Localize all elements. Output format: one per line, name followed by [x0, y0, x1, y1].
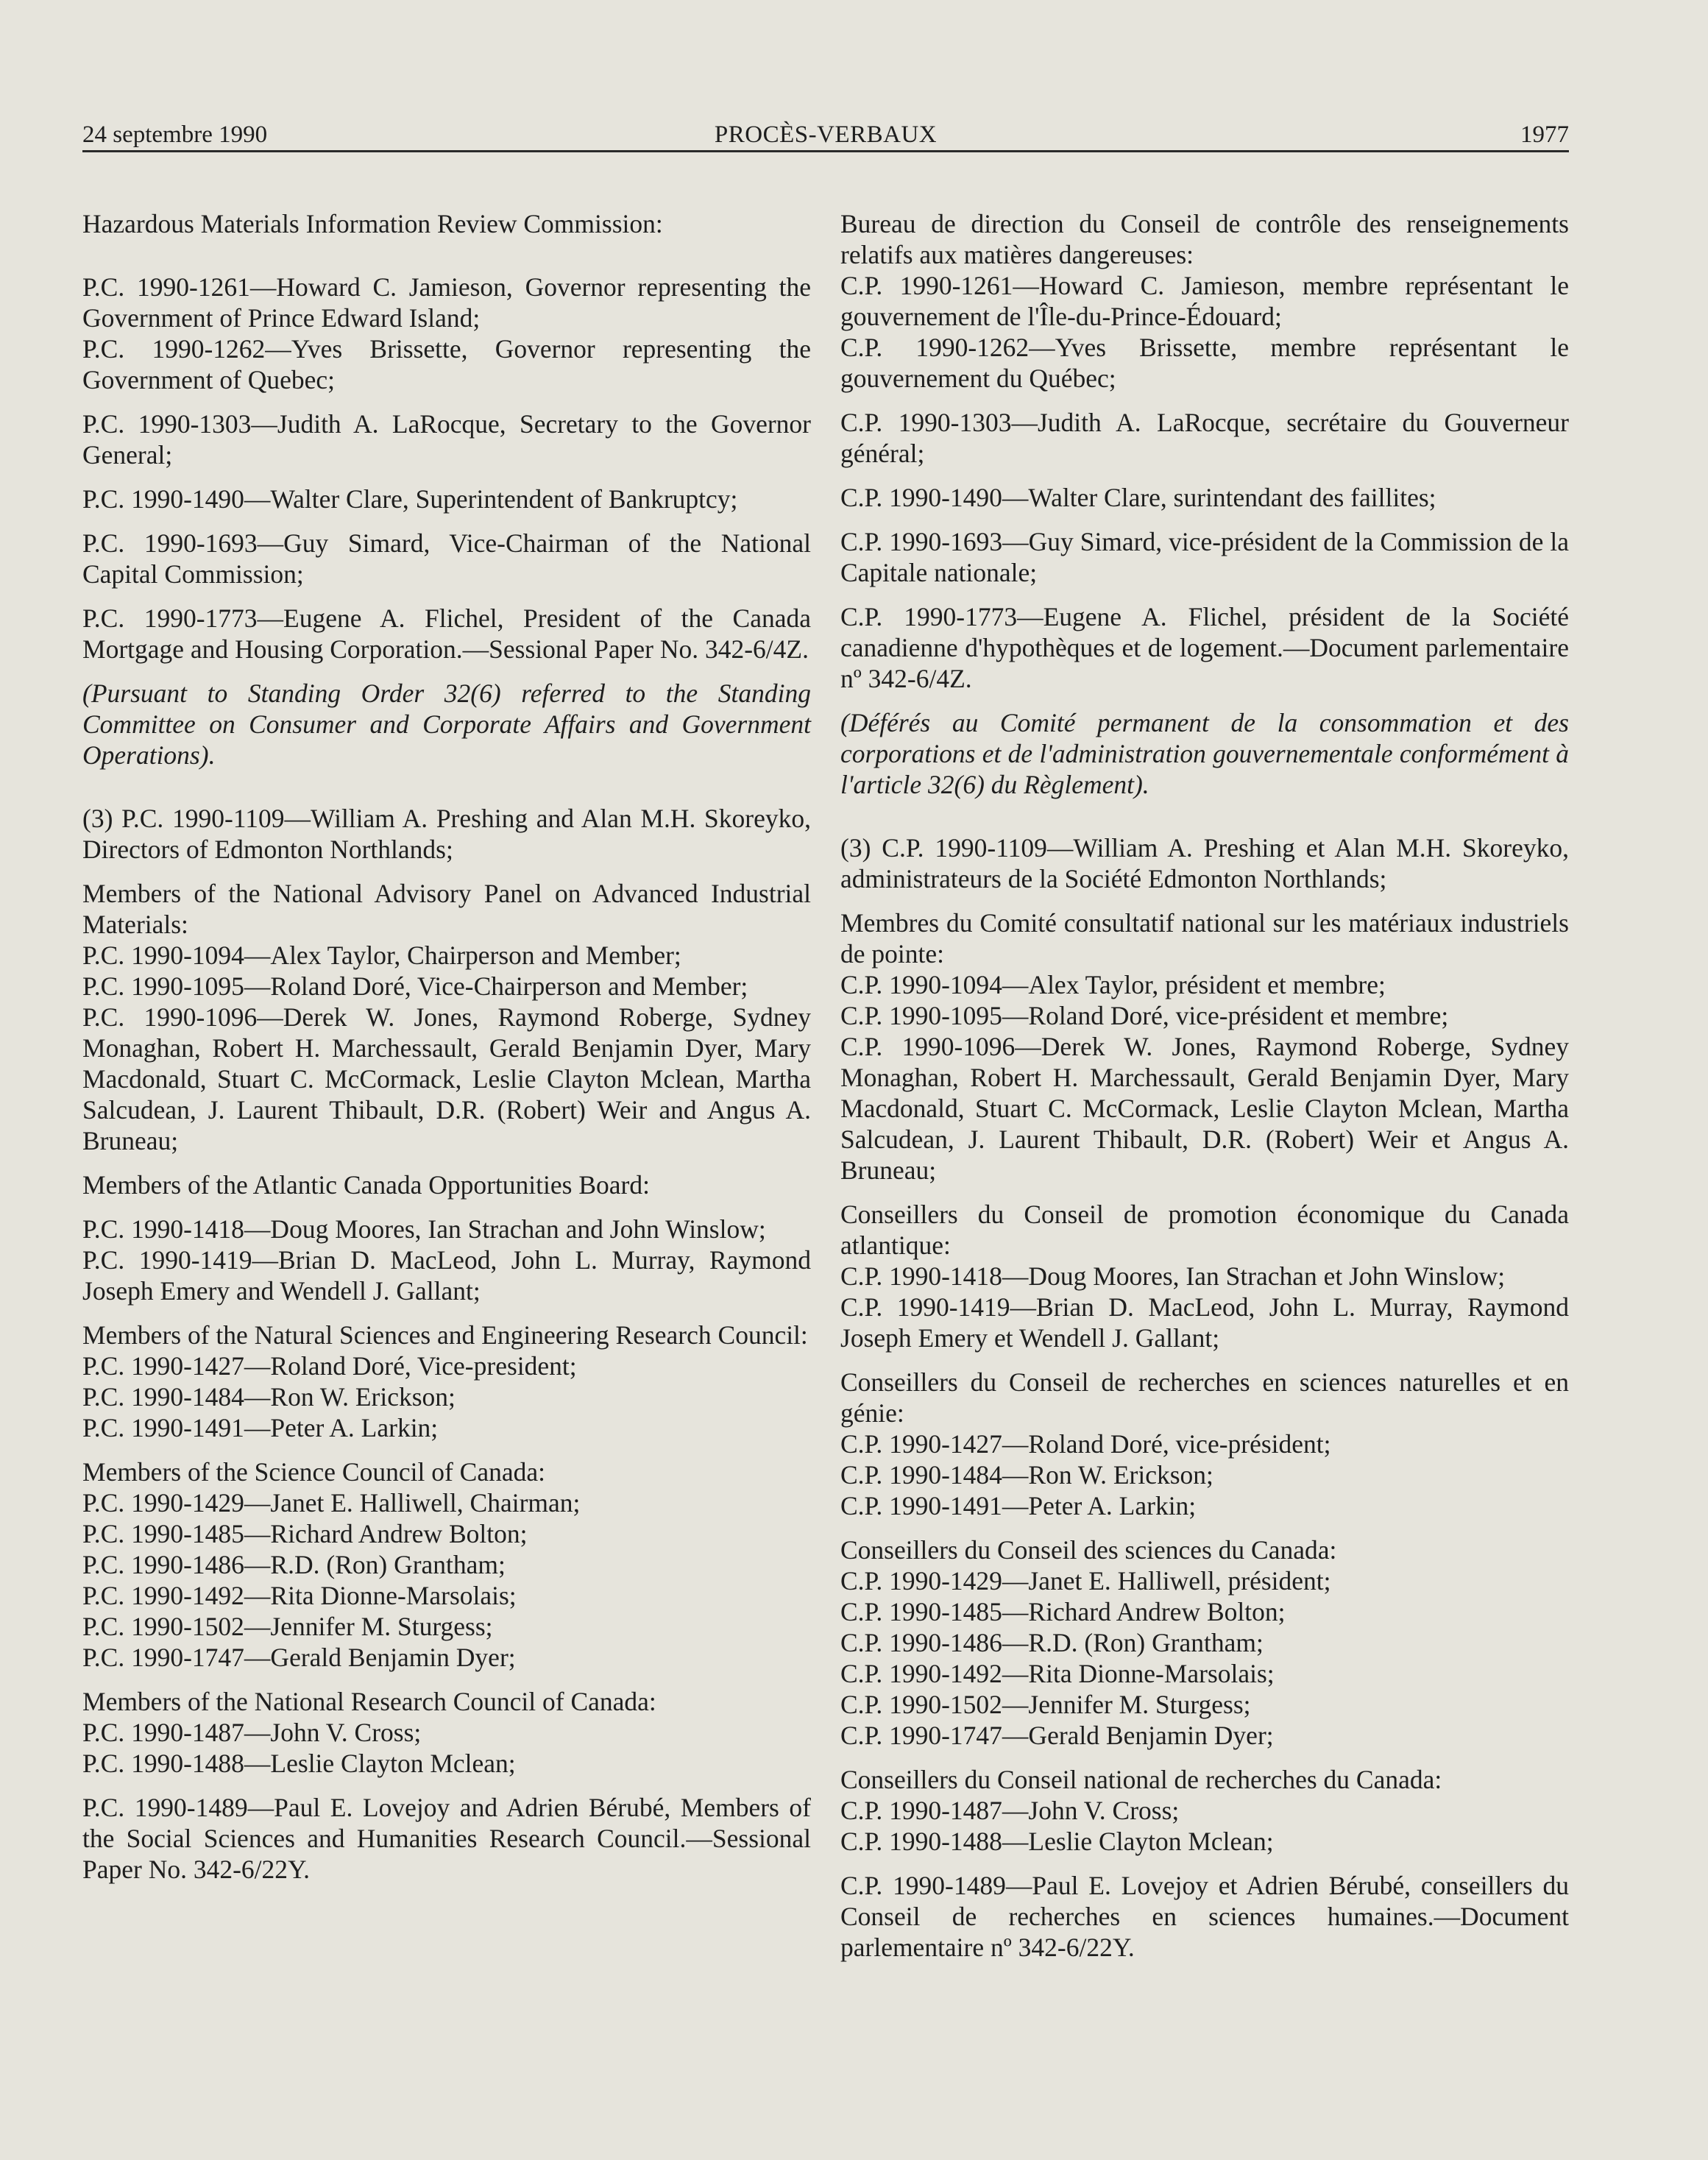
appointment-entry: C.P. 1990-1492—Rita Dionne-Marsolais; — [840, 1659, 1275, 1688]
section-heading: Members of the National Research Council of Canada: — [82, 1687, 656, 1716]
appointment-entry: C.P. 1990-1261—Howard C. Jamieson, membre représentant le gouvernement de l'Île-du-Prince-Édouard; — [840, 271, 1569, 331]
appointment-entry: (3) C.P. 1990-1109—William A. Preshing et Alan M.H. Skoreyko, administrateurs de la Société Edmonton Northlands; — [840, 833, 1569, 893]
appointment-entry: P.C. 1990-1419—Brian D. MacLeod, John L. Murray, Raymond Joseph Emery and Wendell J. Gallant; — [82, 1245, 811, 1306]
appointment-entry: C.P. 1990-1488—Leslie Clayton Mclean; — [840, 1827, 1274, 1856]
section-heading: Membres du Comité consultatif national sur les matériaux industriels de pointe: — [840, 908, 1569, 969]
section-heading: Members of the Natural Sciences and Engineering Research Council: — [82, 1320, 808, 1350]
commission-heading: Hazardous Materials Information Review Commission: — [82, 209, 663, 238]
appointment-entry: C.P. 1990-1486—R.D. (Ron) Grantham; — [840, 1628, 1264, 1657]
appointment-entry: P.C. 1990-1490—Walter Clare, Superintendent of Bankruptcy; — [82, 484, 738, 514]
appointment-entry: C.P. 1990-1490—Walter Clare, surintendant des faillites; — [840, 483, 1436, 512]
appointment-entry: P.C. 1990-1261—Howard C. Jamieson, Governor representing the Government of Prince Edward Island; — [82, 272, 811, 333]
appointment-entry: C.P. 1990-1491—Peter A. Larkin; — [840, 1491, 1197, 1520]
appointment-entry: C.P. 1990-1489—Paul E. Lovejoy et Adrien Bérubé, conseillers du Conseil de recherches en sciences humaines.—Document parlementaire nº 342-6/22Y. — [840, 1871, 1569, 1962]
appointment-entry: C.P. 1990-1485—Richard Andrew Bolton; — [840, 1597, 1286, 1626]
appointment-entry: P.C. 1990-1094—Alex Taylor, Chairperson and Member; — [82, 941, 681, 970]
appointment-entry: P.C. 1990-1095—Roland Doré, Vice-Chairperson and Member; — [82, 971, 748, 1001]
appointment-entry: P.C. 1990-1487—John V. Cross; — [82, 1718, 422, 1747]
appointment-entry: P.C. 1990-1485—Richard Andrew Bolton; — [82, 1519, 528, 1548]
appointment-entry: C.P. 1990-1418—Doug Moores, Ian Strachan et John Winslow; — [840, 1261, 1506, 1291]
appointment-entry: P.C. 1990-1488—Leslie Clayton Mclean; — [82, 1749, 516, 1778]
appointment-entry: P.C. 1990-1492—Rita Dionne-Marsolais; — [82, 1581, 517, 1610]
appointment-entry: P.C. 1990-1693—Guy Simard, Vice-Chairman of the National Capital Commission; — [82, 528, 811, 589]
appointment-entry: C.P. 1990-1693—Guy Simard, vice-président de la Commission de la Capitale nationale; — [840, 527, 1569, 587]
appointment-entry: C.P. 1990-1262—Yves Brissette, membre représentant le gouvernement du Québec; — [840, 333, 1569, 393]
appointment-entry: P.C. 1990-1096—Derek W. Jones, Raymond Roberge, Sydney Monaghan, Robert H. Marchessault, Gerald Benjamin Dyer, Mary Macdonald, Stuart C. McCormack, Leslie Clayton Mclean, Martha Salcudean, J. Laurent Thibault, D.R. (Robert) Weir and Angus A. Bruneau; — [82, 1002, 811, 1155]
appointment-entry: C.P. 1990-1747—Gerald Benjamin Dyer; — [840, 1721, 1274, 1750]
page-number: 1977 — [1520, 121, 1569, 148]
appointment-entry: C.P. 1990-1502—Jennifer M. Sturgess; — [840, 1690, 1251, 1719]
appointment-entry: P.C. 1990-1486—R.D. (Ron) Grantham; — [82, 1550, 506, 1579]
referral-note: (Déférés au Comité permanent de la consommation et des corporations et de l'administration gouvernementale conformément à l'article 32(6) du Règlement). — [840, 708, 1569, 799]
appointment-entry: C.P. 1990-1429—Janet E. Halliwell, président; — [840, 1566, 1331, 1596]
appointment-entry: (3) P.C. 1990-1109—William A. Preshing and Alan M.H. Skoreyko, Directors of Edmonton Northlands; — [82, 804, 811, 864]
section-heading: Members of the National Advisory Panel on Advanced Industrial Materials: — [82, 879, 811, 939]
appointment-entry: C.P. 1990-1094—Alex Taylor, président et membre; — [840, 970, 1386, 999]
commission-heading: Bureau de direction du Conseil de contrôle des renseignements relatifs aux matières dangereuses: — [840, 209, 1569, 269]
appointment-entry: P.C. 1990-1489—Paul E. Lovejoy and Adrien Bérubé, Members of the Social Sciences and Humanities Research Council.—Sessional Paper No. 342-6/22Y. — [82, 1793, 811, 1884]
appointment-entry: C.P. 1990-1419—Brian D. MacLeod, John L. Murray, Raymond Joseph Emery et Wendell J. Gallant; — [840, 1292, 1569, 1353]
header-rule — [82, 150, 1569, 152]
referral-note: (Pursuant to Standing Order 32(6) referred to the Standing Committee on Consumer and Corporate Affairs and Government Operations). — [82, 679, 811, 770]
appointment-entry: C.P. 1990-1427—Roland Doré, vice-président; — [840, 1429, 1331, 1459]
appointment-entry: P.C. 1990-1303—Judith A. LaRocque, Secretary to the Governor General; — [82, 409, 811, 470]
section-heading: Conseillers du Conseil de promotion économique du Canada atlantique: — [840, 1200, 1569, 1260]
appointment-entry: P.C. 1990-1427—Roland Doré, Vice-president; — [82, 1351, 577, 1381]
english-column — [82, 208, 811, 1898]
appointment-entry: C.P. 1990-1487—John V. Cross; — [840, 1796, 1180, 1825]
appointment-entry: C.P. 1990-1773—Eugene A. Flichel, président de la Société canadienne d'hypothèques et de logement.—Document parlementaire nº 342-6/4Z. — [840, 602, 1569, 693]
appointment-entry: P.C. 1990-1491—Peter A. Larkin; — [82, 1413, 439, 1442]
section-heading: Members of the Atlantic Canada Opportunities Board: — [82, 1170, 650, 1200]
appointment-entry: P.C. 1990-1747—Gerald Benjamin Dyer; — [82, 1643, 516, 1672]
appointment-entry: P.C. 1990-1502—Jennifer M. Sturgess; — [82, 1612, 493, 1641]
header-title: PROCÈS-VERBAUX — [714, 121, 938, 148]
appointment-entry: C.P. 1990-1484—Ron W. Erickson; — [840, 1460, 1213, 1490]
french-column — [840, 208, 1569, 1976]
section-heading: Conseillers du Conseil des sciences du Canada: — [840, 1535, 1337, 1565]
appointment-entry: P.C. 1990-1418—Doug Moores, Ian Strachan and John Winslow; — [82, 1214, 766, 1244]
appointment-entry: C.P. 1990-1095—Roland Doré, vice-président et membre; — [840, 1001, 1449, 1030]
appointment-entry: P.C. 1990-1429—Janet E. Halliwell, Chairman; — [82, 1488, 581, 1518]
page-header — [82, 109, 1569, 152]
section-heading: Conseillers du Conseil national de recherches du Canada: — [840, 1765, 1442, 1794]
appointment-entry: P.C. 1990-1262—Yves Brissette, Governor representing the Government of Quebec; — [82, 334, 811, 394]
section-heading: Conseillers du Conseil de recherches en sciences naturelles et en génie: — [840, 1367, 1569, 1428]
section-heading: Members of the Science Council of Canada: — [82, 1457, 545, 1487]
appointment-entry: C.P. 1990-1096—Derek W. Jones, Raymond Roberge, Sydney Monaghan, Robert H. Marchessault, Gerald Benjamin Dyer, Mary Macdonald, Stuart C. McCormack, Leslie Clayton Mclean, Martha Salcudean, J. Laurent Thibault, D.R. (Robert) Weir et Angus A. Bruneau; — [840, 1032, 1569, 1185]
appointment-entry: C.P. 1990-1303—Judith A. LaRocque, secrétaire du Gouverneur général; — [840, 408, 1569, 468]
appointment-entry: P.C. 1990-1773—Eugene A. Flichel, President of the Canada Mortgage and Housing Corporation.—Sessional Paper No. 342-6/4Z. — [82, 603, 811, 664]
appointment-entry: P.C. 1990-1484—Ron W. Erickson; — [82, 1382, 456, 1412]
header-date: 24 septembre 1990 — [82, 121, 268, 148]
